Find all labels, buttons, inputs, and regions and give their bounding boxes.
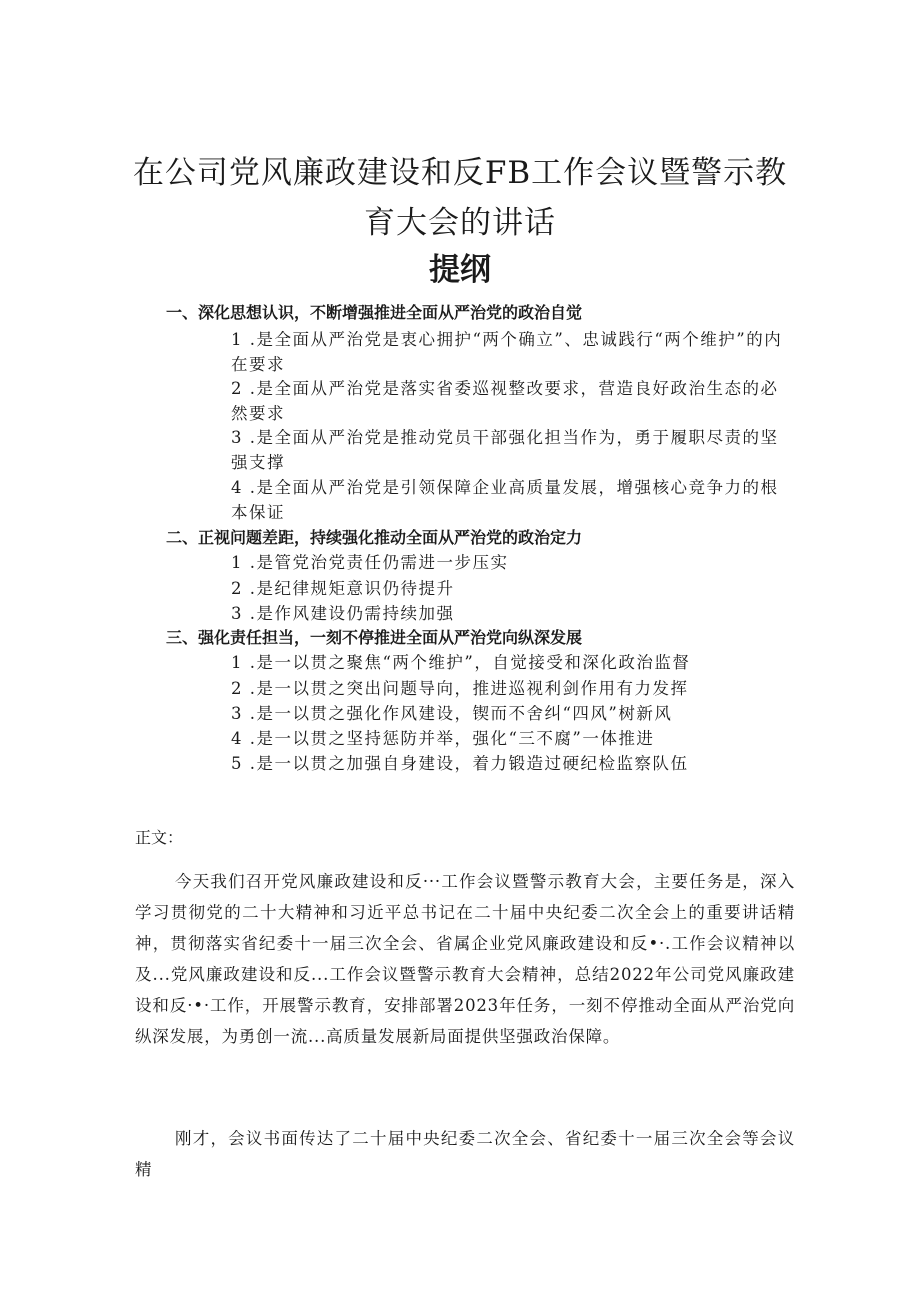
outline-subtitle: 提纲 — [429, 252, 491, 288]
outline-item: 1 .是一以贯之聚焦“两个维护”，自觉接受和深化政治监督 — [231, 653, 691, 672]
outline-item: 3 .是全面从严治党是推动党员干部强化担当作为，勇于履职尽责的坚强支撑 — [231, 428, 779, 472]
outline-item: 4 .是全面从严治党是引领保障企业高质量发展，增强核心竞争力的根本保证 — [231, 478, 779, 522]
outline-section-heading: 二、正视问题差距，持续强化推动全面从严治党的政治定力 — [166, 528, 583, 547]
outline-item: 2 .是纪律规矩意识仍待提升 — [231, 579, 455, 598]
outline-item: 4 .是一以贯之坚持惩防并举，强化“三不腐”一体推进 — [231, 729, 655, 748]
document-title-line-1: 在公司党风廉政建设和反FB工作会议暨警示教 — [132, 155, 788, 191]
outline-section-heading: 一、深化思想认识，不断增强推进全面从严治党的政治自觉 — [166, 303, 583, 322]
document-title-line-2: 育大会的讲话 — [364, 205, 556, 241]
outline-item: 2 .是一以贯之突出问题导向，推进巡视利剑作用有力发挥 — [231, 679, 689, 698]
outline-item: 3 .是作风建设仍需持续加强 — [231, 604, 455, 623]
outline-item: 1 .是全面从严治党是衷心拥护“两个确立”、忠诚践行“两个维护”的内在要求 — [231, 330, 783, 374]
outline-item: 1 .是管党治党责任仍需进一步压实 — [231, 553, 509, 572]
outline-section-heading: 三、强化责任担当，一刻不停推进全面从严治党向纵深发展 — [166, 628, 583, 647]
outline-item: 3 .是一以贯之强化作风建设，锲而不舍纠“四风”树新风 — [231, 704, 673, 723]
body-label: 正文： — [135, 828, 184, 847]
outline-item: 2 .是全面从严治党是落实省委巡视整改要求，营造良好政治生态的必然要求 — [231, 379, 779, 423]
body-paragraph: 刚才，会议书面传达了二十届中央纪委二次全会、省纪委十一届三次全会等会议精 — [135, 1129, 795, 1179]
outline-item: 5 .是一以贯之加强自身建设，着力锻造过硬纪检监察队伍 — [231, 754, 689, 773]
body-paragraph: 今天我们召开党风廉政建设和反···工作会议暨警示教育大会，主要任务是，深入学习贯彻党的二十大精神和习近平总书记在二十届中央纪委二次全会上的重要讲话精神，贯彻落实省纪委十一届三次全会、省属企业党风廉政建设和反•·.工作会议精神以及...党风廉政建设和反...工作会议暨警示教育大会精神，总结2022年公司党风廉政建设和反·•·工作，开展警示教育，安排部署2023年任务，一刻不停推动全面从严治党向纵深发展，为勇创一流...高质量发展新局面提供坚强政治保障。 — [135, 872, 795, 1046]
